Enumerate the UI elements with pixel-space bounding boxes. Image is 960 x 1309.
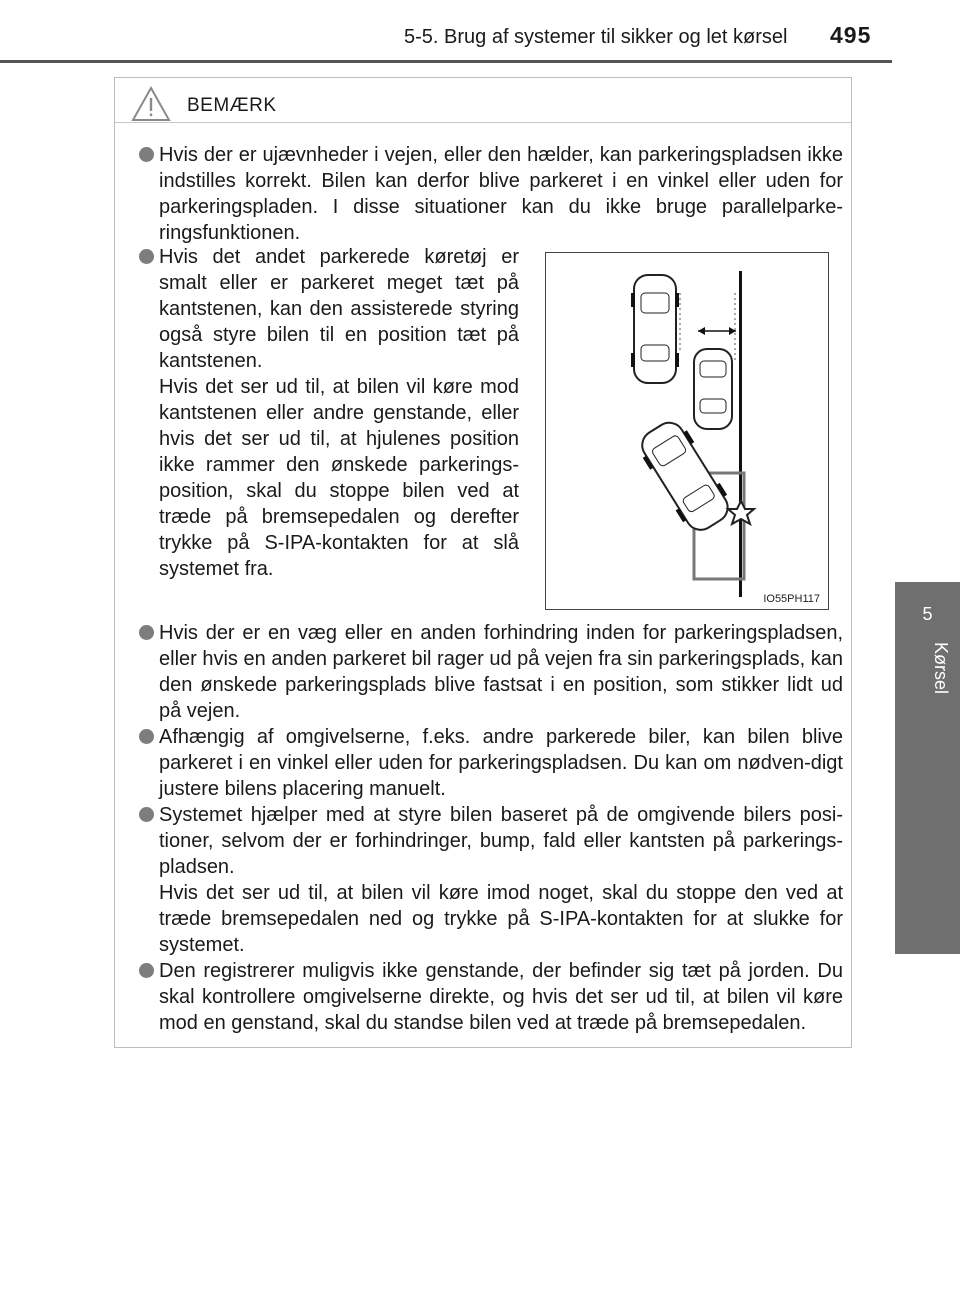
notice-title: BEMÆRK [187,95,277,116]
bullet-icon [139,963,154,978]
page-number: 495 [830,22,872,48]
notice-item [159,802,843,958]
notice-item-text: Hvis der er en væg eller en anden forhindring inden for parkeringspladsen, eller hvis en anden parkeret bil rager ud på vejen fra sin parkeringsplads, kan den ønskede parkeringsplads blive fastsat i en position, som stikker lidt ud på vejen. [159,622,843,722]
notice-item [159,724,843,802]
notice-item [159,142,843,246]
curb-line [739,271,742,597]
page-header [0,0,960,60]
parked-car-rear [694,349,732,429]
bullet-icon [139,729,154,744]
header-rule [0,60,892,63]
notice-header-rule [115,122,851,123]
own-car-angled [633,415,736,538]
chapter-label: Kørsel [931,642,951,695]
chapter-side-tab [895,582,960,954]
notice-item-text: Hvis det ser ud til, at bilen vil køre mod kantstenen eller andre genstande, eller hvis det ser ud til, at hjulenes position ikke rammer den ønskede parkerings-position, skal du stoppe bilen ved at træde på bremsepedalen og derefter trykke på S-IPA-kontakten for at slå systemet fra. [159,376,519,580]
parking-diagram [546,253,828,609]
notice-box [114,77,852,1048]
chapter-number: 5 [922,604,933,624]
figure-code: IO55PH117 [763,593,820,605]
notice-item-text: Afhængig af omgivelserne, f.eks. andre parkerede biler, kan bilen blive parkeret i en vinkel eller uden for parkeringspladsen. Du kan om nødven-digt justere bilens placering manuelt. [159,726,843,800]
warning-triangle-icon [131,86,171,122]
notice-item [159,244,519,582]
notice-item [159,620,843,724]
notice-item-text: Hvis det andet parkerede køretøj er smalt eller er parkeret meget tæt på kantstenen, kan den assisterede styring også styre bilen til en position tæt på kantstenen. [159,246,519,372]
bullet-icon [139,625,154,640]
bullet-icon [139,249,154,264]
side-tab-blank [895,62,960,582]
section-title: 5-5. Brug af systemer til sikker og let kørsel [404,26,788,48]
notice-header [131,86,831,122]
notice-item-text: Den registrerer muligvis ikke genstande, der befinder sig tæt på jorden. Du skal kontrollere omgivelserne direkte, og hvis det ser ud til, at bilen vil køre mod en genstand, skal du standse bilen ved at træde på bremsepedalen. [159,960,843,1034]
notice-item-text: Hvis der er ujævnheder i vejen, eller den hælder, kan parkeringspladsen ikke indstilles korrekt. Bilen kan derfor blive parkeret i en vinkel eller uden for parkeringspladen. I disse situationer kan du ikke bruge parallelparke-ringsfunktionen. [159,144,843,244]
bullet-icon [139,807,154,822]
parked-car-front [631,275,679,383]
notice-item-text: Systemet hjælper med at styre bilen baseret på de omgivende bilers posi-tioner, selvom der er forhindringer, bump, fald eller kantsten på parkerings-pladsen. [159,804,843,878]
bullet-icon [139,147,154,162]
parking-illustration [545,252,829,610]
notice-item-text: Hvis det ser ud til, at bilen vil køre imod noget, skal du stoppe den ved at træde bremsepedalen ned og trykke på S-IPA-kontakten for at slukke for systemet. [159,882,843,956]
notice-item [159,958,843,1036]
